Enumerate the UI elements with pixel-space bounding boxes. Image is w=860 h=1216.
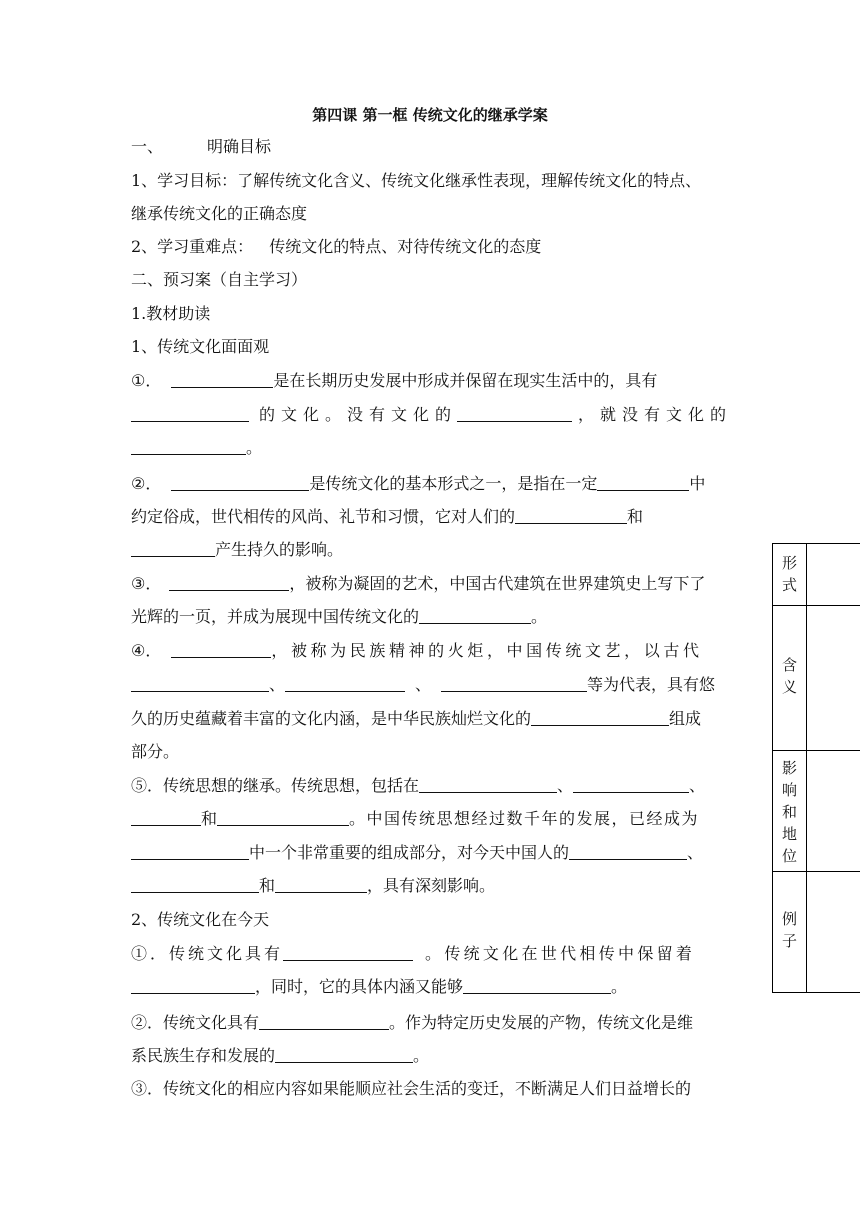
fill-blank[interactable]	[131, 809, 201, 826]
question-line	[131, 437, 731, 459]
question-text: 。	[611, 977, 628, 996]
question-text: 系民族生存和发展的	[131, 1046, 276, 1065]
page-title: 第四课 第一框 传统文化的继承学案	[312, 106, 548, 124]
item-number: ①．	[131, 371, 162, 390]
table-row	[772, 871, 860, 993]
question-text: ，具有深刻影响。	[367, 876, 496, 895]
fill-blank[interactable]	[275, 1046, 413, 1063]
fill-blank[interactable]	[259, 1013, 389, 1030]
question-line	[131, 640, 731, 662]
question-line	[131, 370, 731, 392]
question-text: 。	[246, 438, 263, 457]
question-line	[131, 404, 731, 426]
table-row	[772, 543, 860, 606]
row-label-text: 影 响 和 地 位	[781, 759, 797, 865]
table-row	[772, 750, 860, 872]
question-line	[131, 1012, 731, 1034]
question-line	[131, 539, 731, 561]
question-line: ③．传统文化的相应内容如果能顺应社会生活的变迁，不断满足人们日益增长的	[131, 1079, 692, 1098]
question-text: 组成	[669, 709, 702, 728]
fill-blank[interactable]	[131, 843, 249, 860]
item-number: ④．	[131, 641, 162, 660]
question-text: ，被称为凝固的艺术，中国古代建筑在世界建筑史上写下了	[289, 574, 706, 593]
row-label	[773, 751, 807, 871]
section-2-heading: 二、预习案（自主学习）	[131, 270, 308, 289]
fill-blank[interactable]	[131, 876, 259, 893]
question-line	[131, 473, 731, 495]
question-line	[131, 976, 731, 998]
fill-blank[interactable]	[419, 607, 531, 624]
question-line	[131, 775, 731, 797]
subsection-heading: 1、传统文化面面观	[131, 337, 270, 356]
question-line	[131, 708, 731, 730]
subsection-heading: 1.教材助读	[131, 304, 211, 323]
question-text: 中一个非常重要的组成部分，对今天中国人的	[249, 843, 570, 862]
fill-blank[interactable]	[569, 843, 687, 860]
fill-blank[interactable]	[515, 507, 627, 524]
key-points-line	[131, 236, 731, 258]
goal-line: 继承传统文化的正确态度	[131, 204, 308, 223]
question-text: 光辉的一页，并成为展现中国传统文化的	[131, 607, 420, 626]
fill-blank[interactable]	[169, 574, 289, 591]
question-text: 等为代表，具有悠	[587, 675, 716, 694]
question-text: 是传统文化的基本形式之一，是指在一定	[309, 474, 598, 493]
fill-blank[interactable]	[131, 977, 255, 994]
fill-blank[interactable]	[441, 675, 587, 692]
question-text: ①．传统文化具有	[131, 944, 284, 963]
fill-blank[interactable]	[419, 776, 557, 793]
fill-blank[interactable]	[131, 675, 269, 692]
question-line	[131, 506, 731, 528]
question-line	[131, 943, 731, 965]
question-text: 、	[415, 675, 432, 694]
key-points-label: 2、学习重难点：	[131, 237, 254, 256]
question-text: 。传统文化在世代相传中保留着	[425, 944, 696, 963]
fill-blank[interactable]	[597, 474, 689, 491]
question-text: 和	[627, 507, 644, 526]
question-text: 、	[687, 843, 704, 862]
item-number: ③．	[131, 574, 162, 593]
row-label-text: 含 义	[781, 656, 797, 696]
row-label-text: 形 式	[781, 554, 797, 594]
question-text: 。	[531, 607, 548, 626]
section-1-heading	[131, 136, 731, 158]
question-text: 。中国传统思想经过数千年的发展，已经成为	[349, 809, 700, 828]
fill-blank[interactable]	[171, 641, 271, 658]
row-label	[773, 544, 807, 605]
question-line	[131, 808, 731, 830]
key-points-text: 传统文化的特点、对待传统文化的态度	[269, 237, 542, 256]
section-number: 一、	[131, 137, 164, 156]
question-text: 。	[413, 1046, 430, 1065]
fill-blank[interactable]	[275, 876, 367, 893]
fill-blank[interactable]	[131, 540, 215, 557]
fill-blank[interactable]	[573, 776, 689, 793]
fill-blank[interactable]	[171, 371, 273, 388]
question-text: 是在长期历史发展中形成并保留在现实生活中的，具有	[273, 371, 658, 390]
question-text: 、	[689, 776, 706, 795]
fill-blank[interactable]	[131, 438, 246, 455]
fill-blank[interactable]	[457, 405, 572, 422]
question-text: 、	[269, 675, 286, 694]
table-row	[772, 605, 860, 751]
side-table	[772, 543, 860, 993]
question-text: 的文化。没有文化的	[259, 405, 458, 424]
row-label	[773, 872, 807, 992]
question-text: 、	[557, 776, 574, 795]
question-text: 产生持久的影响。	[215, 540, 344, 559]
question-text: ，被称为民族精神的火炬，中国传统文艺，以古代	[271, 641, 703, 660]
goal-line: 1、学习目标：了解传统文化含义、传统文化继承性表现，理解传统文化的特点、	[131, 171, 702, 190]
question-text: ⑤．传统思想的继承。传统思想，包括在	[131, 776, 420, 795]
row-label-text: 例 子	[781, 910, 797, 950]
question-text: 。作为特定历史发展的产物，传统文化是维	[389, 1013, 694, 1032]
question-text: 和	[259, 876, 276, 895]
question-line	[131, 842, 731, 864]
question-line	[131, 1045, 731, 1067]
fill-blank[interactable]	[283, 944, 413, 961]
question-text: 中	[689, 474, 706, 493]
question-text: 久的历史蕴藏着丰富的文化内涵，是中华民族灿烂文化的	[131, 709, 532, 728]
fill-blank[interactable]	[131, 405, 249, 422]
question-line	[131, 674, 731, 696]
section-label: 明确目标	[207, 137, 272, 156]
fill-blank[interactable]	[171, 474, 309, 491]
question-text: ②．传统文化具有	[131, 1013, 260, 1032]
question-line	[131, 606, 731, 628]
question-text: 和	[201, 809, 218, 828]
item-number: ②．	[131, 474, 162, 493]
question-line	[131, 875, 731, 897]
fill-blank[interactable]	[531, 709, 669, 726]
fill-blank[interactable]	[217, 809, 349, 826]
question-line	[131, 573, 731, 595]
subsection-heading: 2、传统文化在今天	[131, 910, 270, 929]
question-line: 部分。	[131, 742, 180, 761]
row-label	[773, 606, 807, 750]
question-text: ，就没有文化的	[578, 405, 733, 424]
question-text: 约定俗成，世代相传的风尚、礼节和习惯，它对人们的	[131, 507, 516, 526]
fill-blank[interactable]	[463, 977, 611, 994]
fill-blank[interactable]	[285, 675, 405, 692]
question-text: ，同时，它的具体内涵又能够	[255, 977, 464, 996]
